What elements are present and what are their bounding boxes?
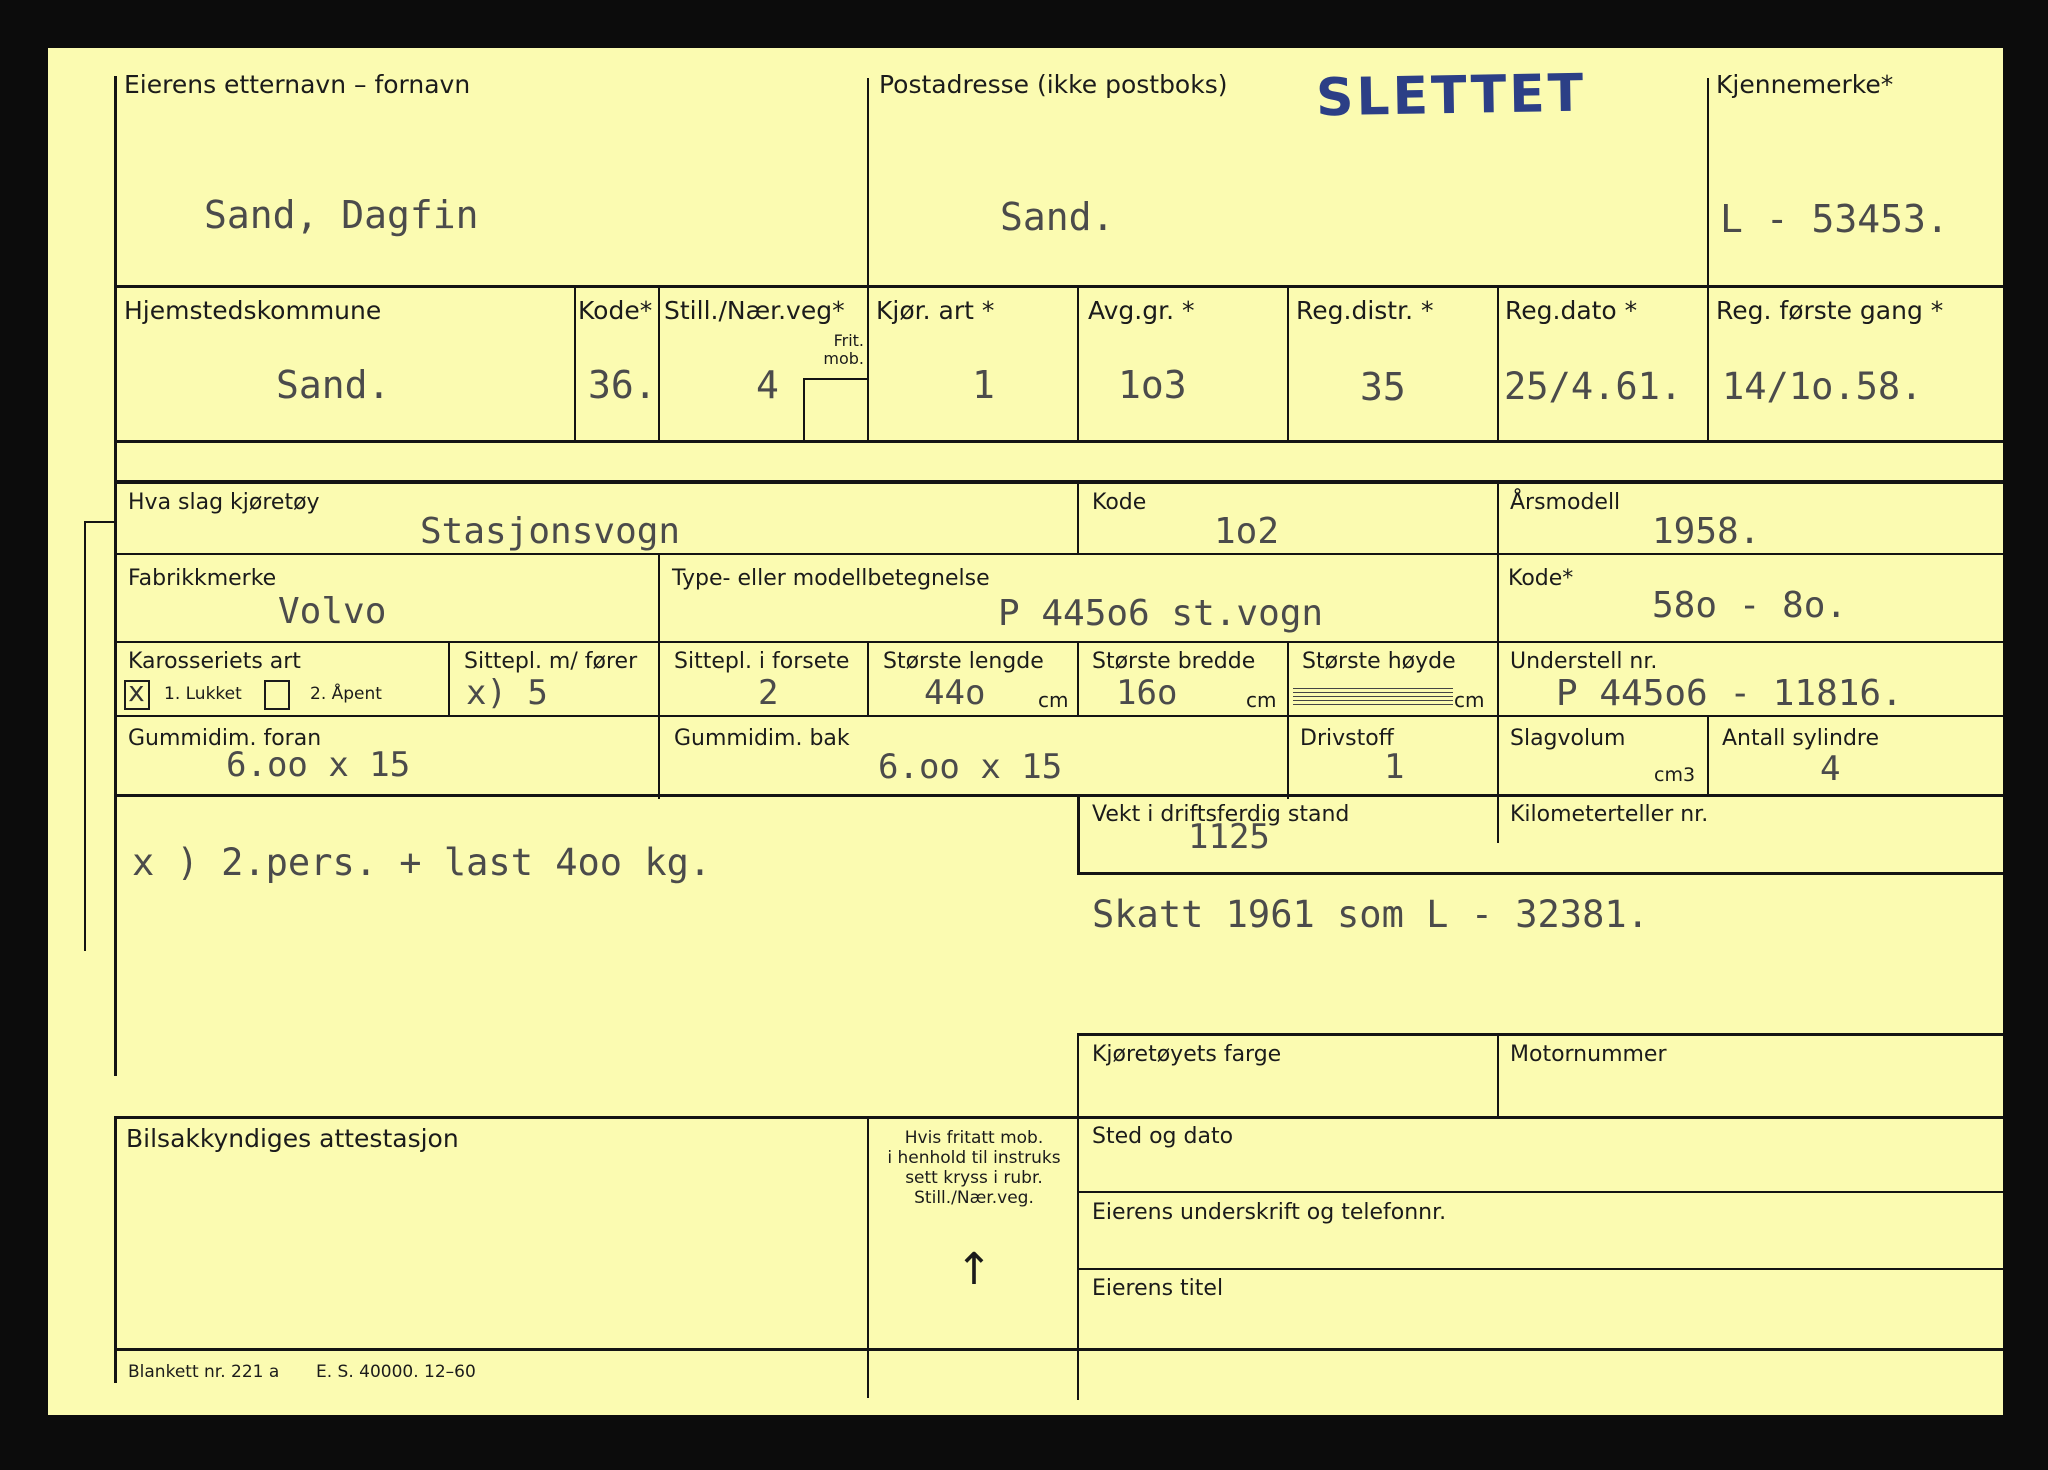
- code-value: 36.: [588, 363, 657, 407]
- displacement-unit: cm3: [1654, 764, 1696, 786]
- vehicle-type-label: Hva slag kjøretøy: [128, 490, 320, 515]
- owner-name-label: Eierens etternavn – fornavn: [124, 70, 471, 99]
- reg-distr-label: Reg.distr. *: [1296, 296, 1434, 325]
- frit-mob-label: Frit. mob.: [823, 331, 864, 369]
- divider: [1077, 872, 2003, 875]
- make-value: Volvo: [278, 591, 387, 632]
- owner-name-value: Sand, Dagfin: [204, 193, 479, 237]
- divider: [658, 286, 660, 443]
- still-label: Still./Nær.veg*: [664, 296, 845, 325]
- vehicle-type-value: Stasjonsvogn: [420, 511, 681, 552]
- divider: [114, 794, 2003, 797]
- front-seats-value: 2: [758, 673, 779, 713]
- plate-label: Kjennemerke*: [1716, 70, 1894, 99]
- divider: [1497, 1034, 1499, 1118]
- seats-value: x) 5: [466, 673, 548, 713]
- vehicle-code-value: 1o2: [1214, 511, 1280, 552]
- first-reg-label: Reg. første gang *: [1716, 296, 1944, 325]
- address-value: Sand.: [1000, 195, 1115, 239]
- cylinders-value: 4: [1820, 749, 1841, 789]
- model-year-value: 1958.: [1652, 511, 1761, 552]
- closed-check-mark: x: [128, 675, 145, 708]
- signature-label: Eierens underskrift og telefonnr.: [1092, 1200, 1447, 1225]
- instruction-line-3: sett kryss i rubr.: [905, 1168, 1043, 1188]
- height-hatching: [1293, 688, 1453, 706]
- model-code-label: Kode*: [1508, 566, 1574, 591]
- avg-gr-value: 1o3: [1118, 363, 1187, 407]
- divider: [867, 78, 869, 443]
- reg-dato-label: Reg.dato *: [1505, 296, 1638, 325]
- weight-label: Vekt i driftsferdig stand: [1092, 802, 1350, 827]
- divider: [84, 521, 114, 523]
- chassis-value: P 445o6 - 11816.: [1556, 673, 1903, 714]
- left-border-lower: [114, 1118, 117, 1383]
- divider: [117, 285, 2003, 288]
- open-label: 2. Åpent: [310, 684, 382, 704]
- divider: [1287, 642, 1289, 799]
- up-arrow-icon: ↑: [955, 1244, 993, 1295]
- note-tax: Skatt 1961 som L - 32381.: [1092, 893, 1649, 936]
- divider: [1077, 483, 1079, 554]
- divider: [1707, 716, 1709, 796]
- instruction-line-4: Still./Nær.veg.: [914, 1188, 1034, 1208]
- length-unit: cm: [1038, 688, 1069, 712]
- address-label: Postadresse (ikke postboks): [879, 70, 1228, 99]
- municipality-label: Hjemstedskommune: [124, 296, 382, 325]
- vehicle-code-label: Kode: [1092, 490, 1147, 515]
- print-info: E. S. 40000. 12–60: [316, 1362, 476, 1382]
- tire-front-label: Gummidim. foran: [128, 726, 322, 751]
- first-reg-value: 14/1o.58.: [1722, 365, 1923, 408]
- body-type-label: Karosseriets art: [128, 649, 301, 674]
- divider: [803, 378, 867, 380]
- reg-distr-value: 35: [1360, 365, 1406, 409]
- divider: [117, 553, 2003, 555]
- left-border: [114, 76, 117, 1076]
- divider: [658, 554, 660, 799]
- divider: [114, 480, 2003, 484]
- divider: [1077, 1034, 1079, 1400]
- divider: [574, 286, 576, 443]
- odometer-label: Kilometerteller nr.: [1510, 802, 1709, 827]
- open-checkbox: [264, 680, 290, 710]
- divider: [1079, 1191, 2003, 1193]
- weight-value: 1125: [1188, 817, 1270, 857]
- registration-card: [48, 48, 2003, 1415]
- make-label: Fabrikkmerke: [128, 566, 277, 591]
- divider: [1287, 286, 1289, 443]
- still-value: 4: [756, 363, 779, 407]
- divider: [1077, 796, 1080, 874]
- fuel-value: 1: [1384, 747, 1405, 787]
- code-label: Kode*: [578, 296, 653, 325]
- instruction-line-1: Hvis fritatt mob.: [904, 1128, 1044, 1148]
- instruction-line-2: i henhold til instruks: [887, 1148, 1061, 1168]
- deleted-stamp: SLETTET: [1315, 63, 1587, 129]
- divider: [1497, 483, 1499, 843]
- note-passengers: x ) 2.pers. + last 4oo kg.: [132, 841, 712, 884]
- engine-number-label: Motornummer: [1510, 1042, 1667, 1067]
- model-year-label: Årsmodell: [1510, 490, 1621, 515]
- reg-dato-value: 25/4.61.: [1504, 365, 1683, 408]
- attestation-label: Bilsakkyndiges attestasjon: [126, 1124, 459, 1153]
- kjor-art-label: Kjør. art *: [876, 296, 995, 325]
- width-unit: cm: [1246, 688, 1277, 712]
- divider: [114, 440, 2003, 443]
- avg-gr-label: Avg.gr. *: [1088, 296, 1195, 325]
- plate-value: L - 53453.: [1720, 197, 1949, 241]
- cylinders-label: Antall sylindre: [1722, 726, 1880, 751]
- divider: [1079, 1268, 2003, 1270]
- owner-title-label: Eierens titel: [1092, 1276, 1224, 1301]
- divider: [117, 641, 2003, 643]
- length-value: 44o: [924, 673, 986, 713]
- height-unit: cm: [1454, 688, 1485, 712]
- form-number: Blankett nr. 221 a: [128, 1362, 280, 1382]
- seats-label: Sittepl. m/ fører: [464, 649, 638, 674]
- divider: [84, 521, 86, 951]
- divider: [803, 378, 805, 443]
- closed-label: 1. Lukket: [164, 684, 242, 704]
- color-label: Kjøretøyets farge: [1092, 1042, 1282, 1067]
- chassis-label: Understell nr.: [1510, 649, 1658, 674]
- divider: [1077, 286, 1079, 443]
- fuel-label: Drivstoff: [1300, 726, 1394, 751]
- municipality-value: Sand.: [276, 363, 391, 407]
- length-label: Største lengde: [883, 649, 1044, 674]
- displacement-label: Slagvolum: [1510, 726, 1626, 751]
- tire-rear-label: Gummidim. bak: [674, 726, 850, 751]
- height-label: Største høyde: [1302, 649, 1456, 674]
- model-label: Type- eller modellbetegnelse: [672, 566, 990, 591]
- model-code-value: 58o - 8o.: [1652, 585, 1848, 626]
- divider: [867, 642, 869, 716]
- divider: [114, 1348, 2003, 1351]
- divider: [1077, 1033, 2003, 1036]
- divider: [448, 642, 450, 716]
- divider: [1077, 642, 1079, 716]
- divider: [1497, 286, 1499, 443]
- kjor-art-value: 1: [972, 363, 995, 407]
- tire-front-value: 6.oo x 15: [226, 745, 411, 785]
- divider: [867, 1117, 869, 1398]
- divider: [114, 1116, 2003, 1119]
- divider: [117, 715, 2003, 717]
- divider: [1707, 78, 1709, 443]
- width-label: Største bredde: [1092, 649, 1256, 674]
- width-value: 16o: [1116, 673, 1178, 713]
- tire-rear-value: 6.oo x 15: [878, 747, 1063, 787]
- model-value: P 445o6 st.vogn: [998, 593, 1324, 634]
- front-seats-label: Sittepl. i forsete: [674, 649, 850, 674]
- place-date-label: Sted og dato: [1092, 1124, 1234, 1149]
